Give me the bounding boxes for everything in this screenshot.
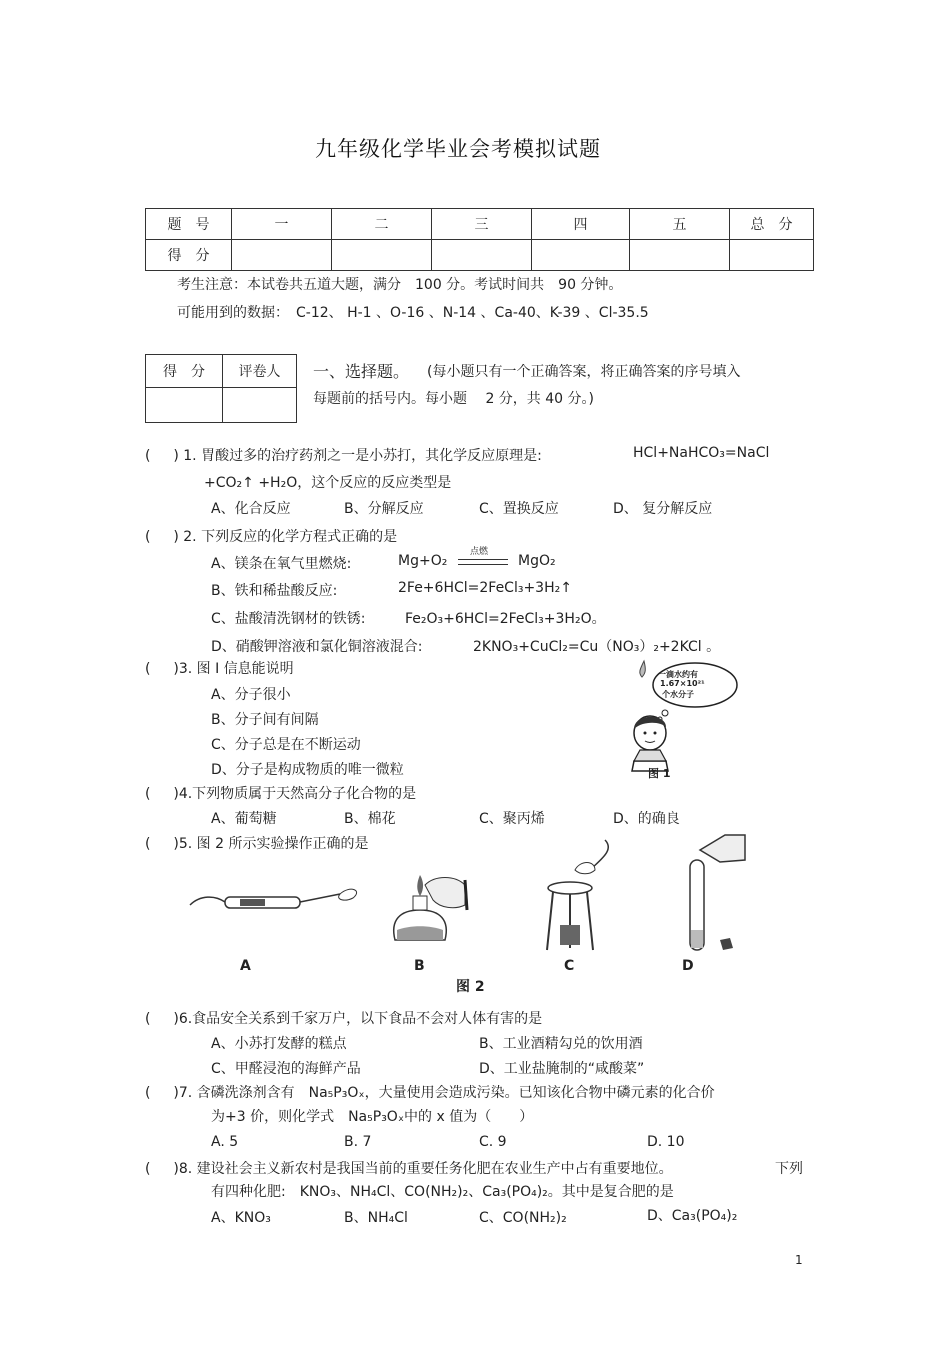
grader-score-label: 得 分 [146,355,223,388]
q1-stem-2: +CO₂↑ +H₂O，这个反应的反应类型是 [204,475,452,491]
q4-option-c[interactable]: C、聚丙烯 [479,811,545,827]
grader-box [145,354,297,423]
q2-option-a[interactable]: A、镁条在氧气里燃烧: [211,556,352,572]
q1-stem: ( ) 1. 胃酸过多的治疗药剂之一是小苏打，其化学反应原理是: [145,448,542,464]
q2-option-b[interactable]: B、铁和稀盐酸反应: [211,583,338,599]
score-cell[interactable] [332,240,432,271]
table-header-cell: 总 分 [730,209,814,240]
section-instruction-1: (每小题只有一个正确答案，将正确答案的序号填入 [427,364,741,380]
fig1-label: 图 1 [648,767,671,780]
lab-operations-icon [185,830,765,1000]
score-cell[interactable] [232,240,332,271]
q7-stem-2: 为+3 价，则化学式 Na₅P₃Oₓ中的 x 值为（ ） [211,1109,534,1125]
fig1-bubble-line-2: 1.67×10²¹ [660,679,705,688]
table-header-cell: 二 [332,209,432,240]
q2-option-d[interactable]: D、硝酸钾溶液和氯化铜溶液混合: [211,639,423,655]
q6-option-a[interactable]: A、小苏打发酵的糕点 [211,1036,347,1052]
q7-option-d[interactable]: D. 10 [647,1134,685,1150]
q3-option-b[interactable]: B、分子间有间隔 [211,712,319,728]
q1-option-a[interactable]: A、化合反应 [211,501,291,517]
q8-stem-tail: 下列 [775,1161,803,1177]
q4-option-a[interactable]: A、葡萄糖 [211,811,277,827]
q1-option-b[interactable]: B、分解反应 [344,501,424,517]
q5-stem: ( )5. 图 2 所示实验操作正确的是 [145,836,369,852]
fig2-label-b: B [414,958,425,974]
q4-option-b[interactable]: B、棉花 [344,811,396,827]
q8-stem: ( )8. 建设社会主义新农村是我国当前的重要任务化肥在农业生产中占有重要地位。 [145,1161,673,1177]
q2-b-eq: 2Fe+6HCl=2FeCl₃+3H₂↑ [398,580,572,596]
table-header-cell: 一 [232,209,332,240]
page-title: 九年级化学毕业会考模拟试题 [315,137,601,161]
q3-option-a[interactable]: A、分子很小 [211,687,291,703]
table-header-cell: 四 [532,209,630,240]
fig1-bubble-line-3: 个水分子 [662,690,694,699]
q2-a-eq-right: MgO₂ [518,553,556,569]
fig1-bubble-line-1: 一滴水约有 [658,670,698,679]
score-table [145,208,814,271]
q8-option-d[interactable]: D、Ca₃(PO₄)₂ [647,1208,738,1224]
q2-option-c[interactable]: C、盐酸清洗钢材的铁锈: [211,611,366,627]
q8-option-c[interactable]: C、CO(NH₂)₂ [479,1210,567,1226]
q7-option-a[interactable]: A. 5 [211,1134,239,1150]
q6-option-c[interactable]: C、甲醛浸泡的海鲜产品 [211,1061,361,1077]
grader-name-cell[interactable] [223,388,297,423]
q3-stem: ( )3. 图 I 信息能说明 [145,661,294,677]
q2-a-eq-left: Mg+O₂ [398,553,448,569]
exam-notice: 考生注意：本试卷共五道大题，满分 100 分。考试时间共 90 分钟。 [177,277,623,293]
q4-option-d[interactable]: D、的确良 [613,811,680,827]
q4-stem: ( )4.下列物质属于天然高分子化合物的是 [145,786,417,802]
q7-stem: ( )7. 含磷洗涤剂含有 Na₅P₃Oₓ，大量使用会造成污染。已知该化合物中磷元素的化合价 [145,1085,715,1101]
fig2-label-c: C [564,958,575,974]
score-cell[interactable] [730,240,814,271]
q3-option-c[interactable]: C、分子总是在不断运动 [211,737,361,753]
atomic-masses: 可能用到的数据： C-12、 H-1 、O-16 、N-14 、Ca-40、K-39 、Cl-35.5 [177,305,649,321]
q7-option-b[interactable]: B. 7 [344,1134,372,1150]
q7-option-c[interactable]: C. 9 [479,1134,507,1150]
score-cell[interactable] [532,240,630,271]
q6-option-d[interactable]: D、工业盐腌制的“咸酸菜” [479,1061,645,1077]
q2-stem: ( ) 2. 下列反应的化学方程式正确的是 [145,529,398,545]
q3-option-d[interactable]: D、分子是构成物质的唯一微粒 [211,762,404,778]
q2-d-eq: 2KNO₃+CuCl₂=Cu（NO₃）₂+2KCl 。 [473,639,721,655]
score-cell[interactable] [630,240,730,271]
q6-stem: ( )6.食品安全关系到千家万户，以下食品不会对人体有害的是 [145,1011,543,1027]
q1-option-d[interactable]: D、 复分解反应 [613,501,713,517]
q2-c-eq: Fe₂O₃+6HCl=2FeCl₃+3H₂O。 [405,611,606,627]
section-instruction-2: 每题前的括号内。每小题 2 分，共 40 分。) [313,391,594,407]
figure-2 [185,830,765,1000]
q1-option-c[interactable]: C、置换反应 [479,501,559,517]
table-header-cell: 五 [630,209,730,240]
q1-equation: HCl+NaHCO₃=NaCl [633,445,770,461]
table-header-cell: 三 [432,209,532,240]
figure-1 [620,655,740,780]
q8-option-b[interactable]: B、NH₄Cl [344,1210,408,1226]
page-number: 1 [795,1253,803,1267]
table-row-label: 得 分 [146,240,232,271]
q8-option-a[interactable]: A、KNO₃ [211,1210,271,1226]
q2-a-condition: 点燃 [470,547,489,557]
grader-score-cell[interactable] [146,388,223,423]
fig2-label-d: D [682,958,694,974]
table-header-cell: 题 号 [146,209,232,240]
score-table-score-row [146,240,814,271]
grader-label: 评卷人 [223,355,297,388]
score-table-header-row [146,209,814,240]
score-cell[interactable] [432,240,532,271]
equals-sign-icon [458,559,508,565]
section-heading: 一、选择题。 [313,362,410,381]
q8-stem-2: 有四种化肥: KNO₃、NH₄Cl、CO(NH₂)₂、Ca₃(PO₄)₂。其中是复合肥的是 [211,1184,674,1200]
q6-option-b[interactable]: B、工业酒精勾兑的饮用酒 [479,1036,643,1052]
fig2-label-a: A [240,958,251,974]
fig2-caption: 图 2 [456,979,485,995]
